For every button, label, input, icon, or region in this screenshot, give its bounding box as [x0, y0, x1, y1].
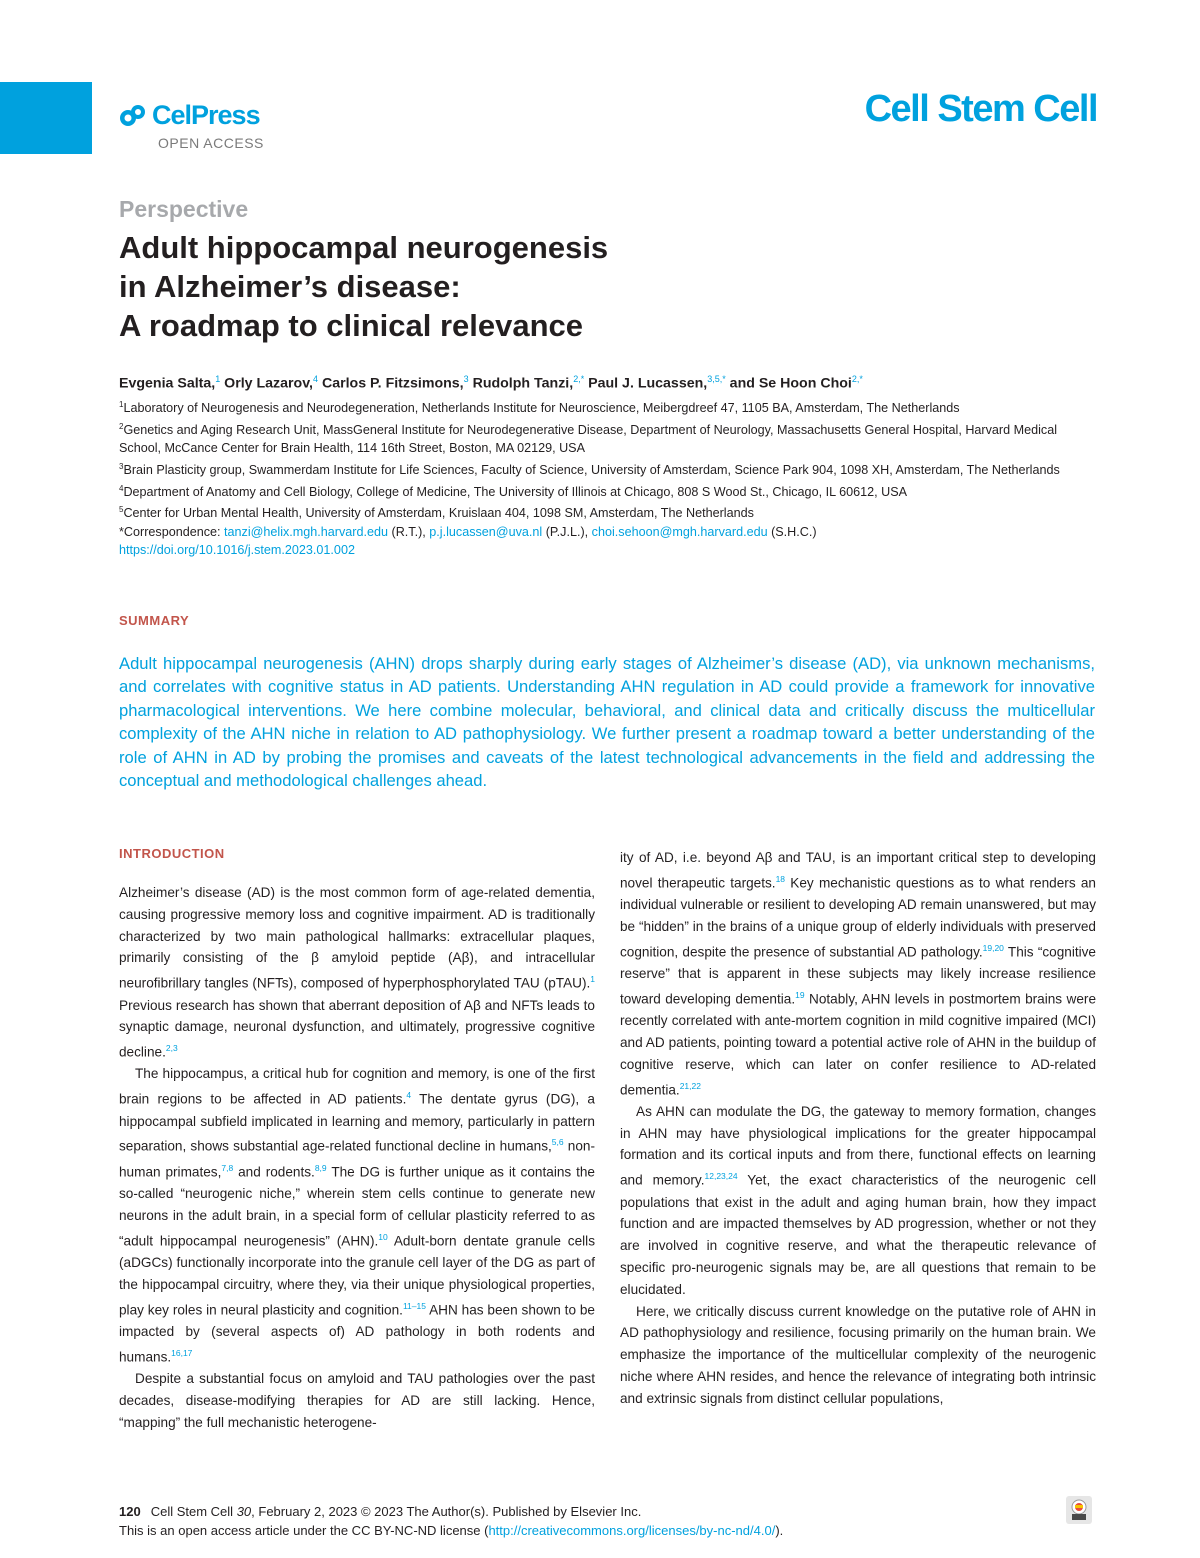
- body-text: AHN has been shown to be impacted by (several aspects of) AD pathology in both rodents and humans.: [119, 1302, 595, 1365]
- affiliation-sup: 2: [119, 421, 124, 431]
- correspondence: [119, 523, 1099, 542]
- citation-line: [119, 1502, 783, 1521]
- citation-ref[interactable]: 1: [590, 974, 595, 985]
- body-text: Yet, the exact characteristics of the neurogenic cell populations that exist in the adult and aging human brain, how they impact function and are impacted themselves by AD progression, whether or not they are involved in cognitive reserve, and what the therapeutic relevance of specific pro-neurogenic signals may be, are all questions that remain to be elucidated.: [620, 1172, 1096, 1297]
- crossmark-badge-icon[interactable]: [1066, 1496, 1092, 1524]
- journal-name: Cell Stem Cell: [864, 88, 1097, 130]
- license-link[interactable]: http://creativecommons.org/licenses/by-nc-nd/4.0/: [488, 1523, 776, 1538]
- citation-volume: 30: [236, 1504, 252, 1519]
- left-column: [119, 882, 595, 1433]
- citation-ref[interactable]: 10: [378, 1231, 388, 1242]
- body-paragraph: [620, 1301, 1096, 1410]
- author-affil-sup[interactable]: 3,5,*: [707, 374, 726, 384]
- body-text: and rodents.: [233, 1164, 315, 1180]
- author-affil-sup[interactable]: 1: [215, 374, 221, 384]
- affiliation-sup: 3: [119, 461, 124, 471]
- correspondence-initials: (S.H.C.): [767, 524, 817, 539]
- author-name[interactable]: and Se Hoon Choi: [725, 375, 852, 392]
- email-link[interactable]: p.j.lucassen@uva.nl: [429, 524, 543, 539]
- email-link[interactable]: tanzi@helix.mgh.harvard.edu: [224, 524, 389, 539]
- author-name[interactable]: Orly Lazarov,: [220, 375, 313, 392]
- publisher-name: CelPress: [152, 100, 260, 130]
- body-text: Previous research has shown that aberrant deposition of Aβ and NFTs leads to synaptic damage, neuronal dysfunction, and ultimately, progressive cognitive decline.: [119, 997, 595, 1060]
- body-paragraph: [620, 847, 1096, 1101]
- body-text: The DG is further unique as it contains the so-called “neurogenic niche,” wherein stem cells continue to generate new neurons in the adult brain, in a special form of cellular plasticity referred to as “adult hippocampal neurogenesis” (AHN).: [119, 1164, 595, 1249]
- body-text: This “cognitive reserve” that is apparent in these subjects may likely increase resilience toward developing dementia.: [620, 944, 1096, 1007]
- correspondence-label: *Correspondence:: [119, 524, 225, 539]
- affiliation-text: Laboratory of Neurogenesis and Neurodegeneration, Netherlands Institute for Neuroscience, Meibergdreef 47, 1105 BA, Amsterdam, The Netherlands: [123, 401, 960, 416]
- author-name[interactable]: Rudolph Tanzi,: [468, 375, 574, 392]
- affiliation-sup: 5: [119, 505, 124, 515]
- body-paragraph: [620, 1101, 1096, 1301]
- citation-ref[interactable]: 16,17: [171, 1347, 193, 1358]
- affiliation: [119, 396, 1099, 418]
- email-link[interactable]: choi.sehoon@mgh.harvard.edu: [591, 524, 768, 539]
- author-affil-sup[interactable]: 4: [313, 374, 319, 384]
- affiliation: [119, 480, 1099, 502]
- affiliations: [119, 396, 1099, 560]
- affiliation-text: Genetics and Aging Research Unit, MassGeneral Institute for Neurodegenerative Disease, Department of Neurology, Massachusetts General Hospital, Harvard Medical School, McCance Center for Brain Health, 114 16th Street, Boston, MA 02129, USA: [119, 422, 1058, 456]
- citation-ref[interactable]: 8,9: [314, 1162, 327, 1173]
- citation-ref[interactable]: 18: [775, 873, 786, 884]
- article-type: Perspective: [119, 196, 249, 222]
- right-column: [620, 847, 1096, 1410]
- affiliation: [119, 458, 1099, 480]
- cellpress-mark-icon: [118, 102, 150, 130]
- citation-ref[interactable]: 21,22: [679, 1080, 701, 1091]
- body-text: Key mechanistic questions as to what renders an individual vulnerable or resilient to developing AD remain unanswered, but may be “hidden” in the brains of a unique group of elderly individuals with preserved cognition, despite the presence of substantial AD pathology.: [620, 875, 1096, 960]
- affiliation-sup: 4: [119, 483, 124, 493]
- correspondence-initials: (R.T.),: [388, 524, 430, 539]
- author-name[interactable]: Carlos P. Fitzsimons,: [318, 375, 464, 392]
- affiliation-text: Department of Anatomy and Cell Biology, College of Medicine, The University of Illinois at Chicago, 808 S Wood St., Chicago, IL 60612, USA: [123, 484, 908, 499]
- body-paragraph: [119, 882, 595, 1063]
- author-name[interactable]: Evgenia Salta,: [119, 375, 216, 392]
- author-name[interactable]: Paul J. Lucassen,: [584, 375, 708, 392]
- citation-ref[interactable]: 12,23,24: [704, 1171, 738, 1182]
- body-text: The dentate gyrus (DG), a hippocampal subfield implicated in learning and memory, particularly in pattern separation, shows substantial age-related functional decline in humans,: [119, 1091, 595, 1154]
- open-access-label: OPEN ACCESS: [158, 135, 264, 151]
- license-line: [119, 1521, 783, 1540]
- body-text: Here, we critically discuss current knowledge on the putative role of AHN in AD pathophysiology and resilience, focusing primarily on the human brain. We emphasize the importance of the multicellular complexity of the neurogenic niche where AHN resides, and hence the relevance of integrating both intrinsic and extrinsic signals from distinct cellular populations,: [620, 1303, 1096, 1406]
- author-affil-sup[interactable]: 2,*: [573, 374, 585, 384]
- doi: [119, 541, 1099, 560]
- summary-text: Adult hippocampal neurogenesis (AHN) drops sharply during early stages of Alzheimer’s disease (AD), via unknown mechanisms, and correlates with cognitive status in AD patients. Understanding AHN regulation in AD could provide a framework for innovative pharmacological interventions. We here combine molecular, behavioral, and clinical data and critically discuss the multicellular complexity of the AHN niche in relation to AD pathophysiology. We further present a roadmap toward a better understanding of the role of AHN in AD by probing the promises and caveats of the latest technological advancements in the field and addressing the conceptual and methodological challenges ahead.: [119, 654, 1095, 791]
- doi-link[interactable]: https://doi.org/10.1016/j.stem.2023.01.002: [119, 543, 355, 558]
- body-text: The hippocampus, a critical hub for cognition and memory, is one of the first brain regions to be affected in AD patients.: [119, 1066, 595, 1107]
- citation-ref[interactable]: 19,20: [982, 942, 1004, 953]
- cellpress-logo[interactable]: [118, 100, 260, 131]
- affiliation: [119, 501, 1099, 523]
- license-prefix: This is an open access article under the CC BY-NC-ND license (: [119, 1523, 489, 1538]
- body-text: Notably, AHN levels in postmortem brains were recently correlated with ante-mortem cognition in mild cognitive impaired (MCI) and AD patients, pointing toward a potential active role of AHN in the buildup of cognitive reserve, which can later on confer resilience to AD-related dementia.: [620, 991, 1096, 1098]
- affiliation-text: Brain Plasticity group, Swammerdam Institute for Life Sciences, Faculty of Science, University of Amsterdam, Science Park 904, 1098 XH, Amsterdam, The Netherlands: [123, 463, 1060, 478]
- citation-journal: Cell Stem Cell: [150, 1504, 234, 1519]
- citation-ref[interactable]: 19: [795, 989, 805, 1000]
- citation-ref[interactable]: 11–15: [402, 1300, 426, 1311]
- affiliation: [119, 418, 1099, 458]
- author-list: [119, 374, 1099, 392]
- body-paragraph: [119, 1063, 595, 1368]
- corner-color-block: [0, 82, 92, 154]
- affiliation-sup: 1: [119, 400, 124, 409]
- page-footer: [119, 1502, 783, 1540]
- title-line: A roadmap to clinical relevance: [119, 308, 584, 343]
- author-affil-sup[interactable]: 3: [463, 374, 469, 384]
- title-line: Adult hippocampal neurogenesis: [119, 230, 609, 265]
- citation-ref[interactable]: 5,6: [551, 1137, 564, 1148]
- body-text: ity of AD, i.e. beyond Aβ and TAU, is an important critical step to developing novel therapeutic targets.: [620, 850, 1096, 891]
- article-title: [119, 228, 608, 345]
- body-text: As AHN can modulate the DG, the gateway to memory formation, changes in AHN may have physiological implications for the greater hippocampal formation and its cortical inputs and from there, functional effects on learning and memory.: [620, 1103, 1096, 1188]
- body-paragraph: [119, 1368, 595, 1433]
- affiliation-text: Center for Urban Mental Health, University of Amsterdam, Kruislaan 404, 1098 SM, Amsterdam, The Netherlands: [123, 506, 754, 521]
- body-text: Alzheimer’s disease (AD) is the most common form of age-related dementia, causing progressive memory loss and cognitive impairment. AD is traditionally characterized by two main pathological hallmarks: extracellular plaques, primarily consisting of the β amyloid peptide (Aβ), and intracellular neurofibrillary tangles (NFTs), composed of hyperphosphorylated TAU (pTAU).: [119, 885, 595, 991]
- citation-ref[interactable]: 4: [406, 1090, 412, 1101]
- body-text: non-human primates,: [119, 1138, 595, 1180]
- citation-rest: , February 2, 2023 © 2023 The Author(s). Published by Elsevier Inc.: [251, 1504, 642, 1519]
- body-text: Adult-born dentate granule cells (aDGCs) functionally incorporate into the granule cell layer of the DG as part of the hippocampal circuitry, where they, via their unique physiological properties, play key roles in neural plasticity and cognition.: [119, 1233, 595, 1318]
- license-suffix: ).: [775, 1523, 784, 1538]
- title-line: in Alzheimer’s disease:: [119, 269, 461, 304]
- summary-heading: SUMMARY: [119, 613, 190, 628]
- author-affil-sup[interactable]: 2,*: [851, 374, 863, 384]
- body-text: Despite a substantial focus on amyloid and TAU pathologies over the past decades, disease-modifying therapies for AD are still lacking. Hence, “mapping” the full mechanistic heterogene-: [119, 1370, 595, 1430]
- citation-ref[interactable]: 2,3: [165, 1043, 178, 1054]
- citation-ref[interactable]: 7,8: [221, 1162, 234, 1173]
- page-number: 120: [119, 1504, 141, 1519]
- correspondence-initials: (P.J.L.),: [542, 524, 592, 539]
- introduction-heading: INTRODUCTION: [119, 846, 225, 861]
